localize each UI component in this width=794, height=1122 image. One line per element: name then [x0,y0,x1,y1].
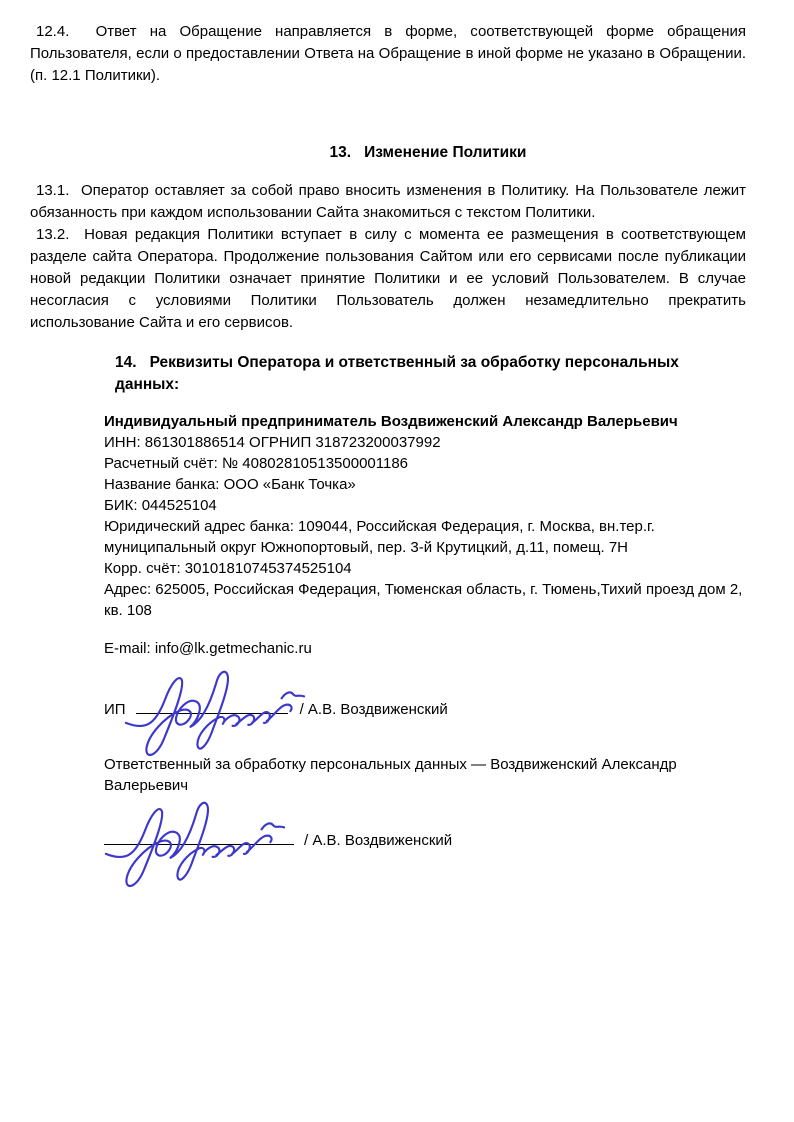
operator-detail-address-2: кв. 108 [104,602,152,619]
section-14-number: 14. [115,353,137,371]
operator-detail-inn: ИНН: 861301886514 ОГРНИП 318723200037992 [104,434,441,451]
paragraph-13-2: 13.2. Новая редакция Политики вступает в силу с момента ее размещения в соответствующем разделе сайта Оператора. Продолжение пользования Сайтом или его сервисами после публикации новой редакции Политики означает принятие Политики и ее условий Пользователем. В случае несогласия с условиями Политики Пользователь должен незамедлительно прекратить использование Сайта и его сервисов. [30,225,746,331]
operator-detail-bik: БИК: 044525104 [104,497,217,514]
handwritten-signature [102,796,288,896]
section-14-title: Реквизиты Оператора и ответственный за обработку персональных данных: [115,353,679,393]
paragraph-12-4: 12.4. Ответ на Обращение направляется в форме, соответствующей форме обращения Пользователя, если о предоставлении Ответа на Обращение в иной форме не указано в Обращении. (п. 12.1 Политики). [30,23,746,84]
operator-detail-bank-address-1: Юридический адрес банка: 109044, Российская Федерация, г. Москва, вн.тер.г. [104,518,655,535]
handwritten-signature [122,665,308,765]
operator-detail-account: Расчетный счёт: № 40802810513500001186 [104,455,409,472]
operator-detail-address-1: Адрес: 625005, Российская Федерация, Тюменская область, г. Тюмень,Тихий проезд дом 2, [104,581,743,598]
operator-details [104,411,746,621]
operator-detail-corr-account: Корр. счёт: 30101810745374525104 [104,560,352,577]
operator-detail-bank-address-2: муниципальный округ Южнопортовый, пер. 3-й Крутицкий, д.11, помещ. 7Н [104,539,629,556]
signature-name-1: / А.В. Воздвиженский [299,701,448,718]
signature-row-ip [104,698,746,720]
section-13-title: Изменение Политики [364,144,527,161]
section-13-number: 13. [329,144,352,161]
operator-name: Индивидуальный предприниматель Воздвиженский Александр Валерьевич [104,413,678,430]
signature-row-responsible [104,829,746,851]
signature-name-2: / А.В. Воздвиженский [304,832,453,849]
signature-line [136,698,288,714]
operator-detail-bank-name: Название банка: ООО «Банк Точка» [104,476,356,493]
operator-email: E-mail: info@lk.getmechanic.ru [104,640,312,657]
paragraph-13-1: 13.1. Оператор оставляет за собой право вносить изменения в Политику. На Пользователе лежит обязанность при каждом использовании Сайта знакомиться с текстом Политики. [30,181,746,221]
ip-label: ИП [104,701,126,718]
section-13-heading [30,142,746,164]
signature-line [104,829,294,845]
responsible-person-line: Ответственный за обработку персональных данных — Воздвиженский Александр Валерьевич [104,756,677,794]
section-14-heading [115,352,746,396]
